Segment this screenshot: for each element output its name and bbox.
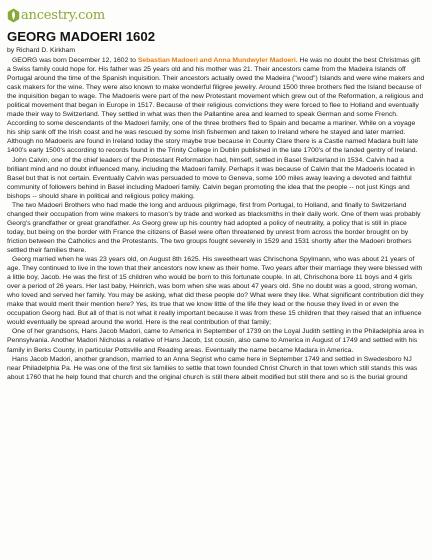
intro-rest: He was no doubt the best Christmas gift a Swiss family could hope for. His father was 25 years old and his mother was 21. Their ancestors came from the Madeira Islands off Portugal around the time of the Spanish inquisition. Their ancestors actually owed the Madeira ("wood") Islands and were wine makers and cask makers for the wine. They were also known to make wonderful filigree jewelry. Around 1500 three brothers fled the Island because of the inquisition began to wage. The Madoeris were part of the new Protestant movement which grew out of the Reformation, a religious and political movement that began in Europe in 1517. Because of their religious convictions they were forced to flee to Holland and eventually made their way to Switzerland. They settled in what was then the Pallantine area and learned to speak German and some French. According to some descendants of the Madoeri family, one of the three brothers fled to Spain and became a mariner. While on a voyage his ship sank off the Irish coast and he was rescued by some Irish fishermen and taken to Ireland where he stayed and later married. Although no Madoeris are found in Ireland today the story maybe true because in County Clare there is a Castle named Madara built late 1400's early 1500's according to records found in the Trinity College in Dublin published in the late 1700's of the landed gentry of Ireland. [7,57,425,155]
paragraph-intro [7,56,425,156]
page-title: GEORG MADOERI 1602 [7,29,156,44]
ancestry-logo[interactable] [7,4,425,26]
paragraph: Hans Jacob Madori, another grandson, married to an Anna Segrist who came here in September 1749 and settled in Swedesboro NJ near Philadelphia Pa. He was one of the first six families to settle that town founded Christ Church in that town which still stands this was about 1760 that he help found that church and the original church is still there albeit modified but still there and so is the burial ground [7,355,418,381]
article-body [7,56,425,382]
paragraph: John Calvin, one of the chief leaders of the Protestant Reformation had, himself, settled in Basel Switzerland in 1534. Calvin had a brilliant mind and no doubt influenced many, including the Madoeri family. Perhaps it was because of Calvin that the Madoeris located in Basel but that is not certain. Eventually Calvin was persuaded to move to Geneva, some 100 miles away leaving a devoted and faithful community of followers behind in Basel including Madoeri family. Calvin began promoting the idea that the people -- not just Kings and bishops -- should share in political and religious policy making. [7,156,415,200]
paragraph: The two Madoeri Brothers who had made the long and arduous pilgrimage, first from Portugal, to Holland, and finally to Switzerland changed their occupation from wine makers to mason's by trade and worked as blacksmiths in their daily work. One of them was probably Georg's grandfather or great grandfather. As Georg grew up his country had adopted a policy of neutrality, a policy that is still in place today, but being on the border with France the citizens of Basel were often threatened by unrest from across the border brought on by friction between the Catholics and the Protestants. The two groups fought severely in 1529 and 1531 shortly after the Madoeri brothers settled their families there. [7,201,421,254]
byline: by Richard D. Kirkham [7,47,75,54]
parents-highlight: Sebastian Madoeri and Anna Mundwyler Madoeri. [137,57,298,64]
paragraph: Georg married when he was 23 years old, on August 8th 1625. His sweetheart was Chrischona Spylmann, who was about 21 years of age. They continued to live in the town that their ancestors now knew as their home. Two years after their marriage they were blessed with a little boy, Jacob. He was the first of 15 children who would be born to this fortunate couple. In all, Chrischona bore 11 boys and 4 girls over a period of 26 years. Her last baby, Heinrich, was born when she was about 47 years old. She no doubt was a good, strong woman, who loved and served her family. You may be asking, what did these people do? What were they like. What significant contribution did they make that would merit their mention here? Yes, its true that we know little of the life they lead or the house they lived in or even the occupation Georg had. But all of that is not what it really important because it was from these 15 children that they raised that an influence would eventually be spread around the world. Here is the real contribution of that family; [7,256,424,327]
leaf-icon [7,8,20,23]
intro-lead: GEORG was born December 12, 1602 to [12,57,138,64]
paragraph: One of her grandsons, Hans Jacob Madori, came to America in September of 1739 on the Loyal Judith settling in the Philadelphia area in Pennsylvania. Another Madori Nicholas a relative of Hans Jacob, 1st cousin, also came to America in August of 1749 and settled with his family in Berks County, in particular Pottsville and Reading areas. Eventually the name became Madara in America. [7,328,424,354]
logo-text: ancestry.com [21,7,105,23]
